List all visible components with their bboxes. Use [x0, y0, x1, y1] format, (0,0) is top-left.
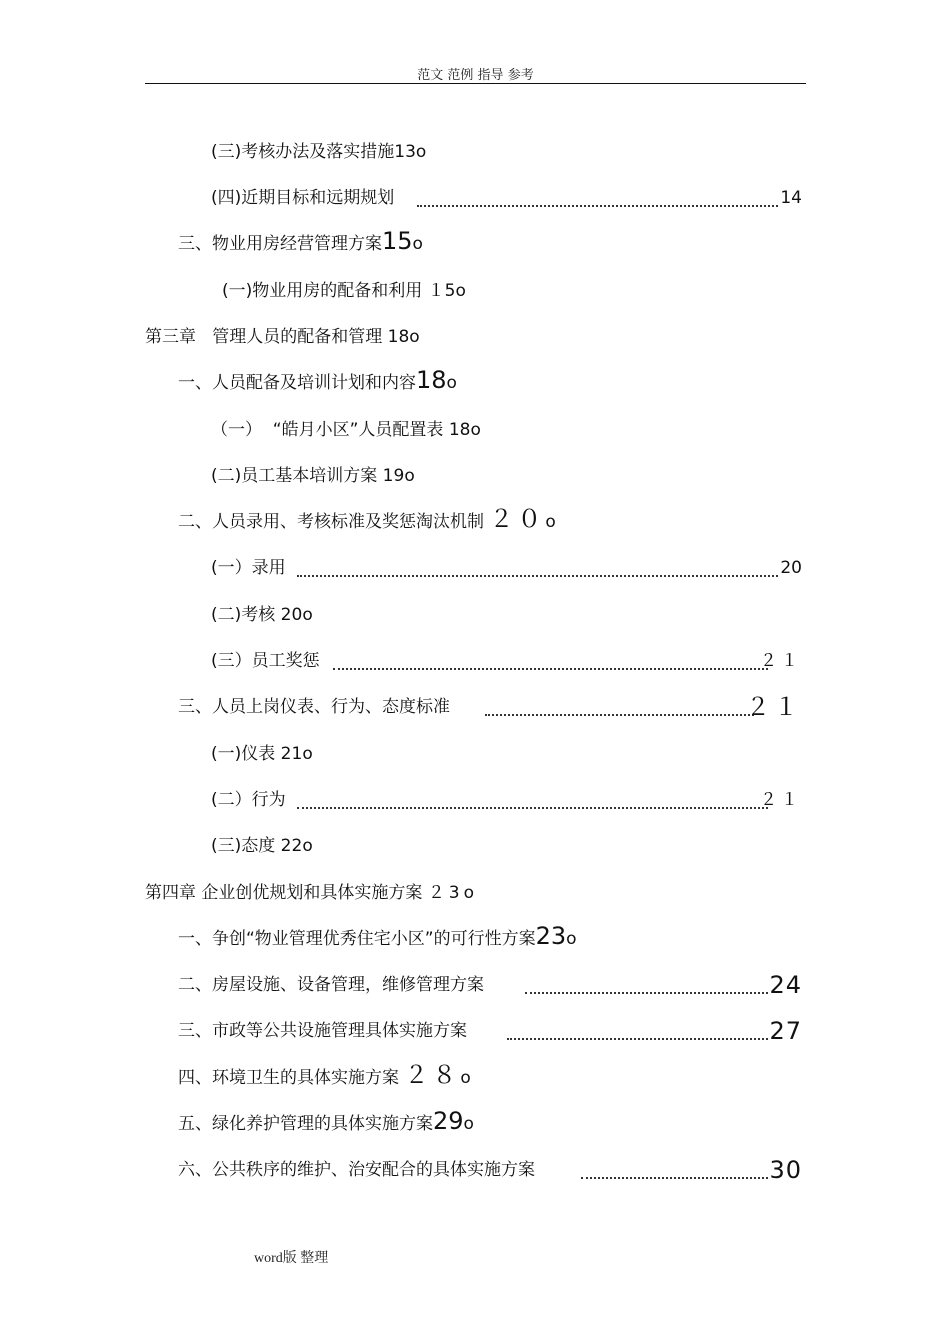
toc-entry[interactable] — [0, 463, 950, 493]
toc-entry[interactable] — [0, 185, 950, 215]
toc-entry-page: 19 — [382, 466, 405, 486]
toc-entry[interactable] — [0, 922, 950, 956]
toc-entry-title: (三)考核办法及落实措施13o — [211, 142, 427, 162]
toc-entry-title: (二）行为 — [211, 790, 286, 810]
toc-entry-title: 二、房屋设施、设备管理，维修管理方案 — [178, 975, 484, 995]
toc-entry-page: ２１ — [746, 693, 802, 721]
toc-entry-page: 29 — [433, 1107, 464, 1135]
header-rule — [145, 83, 806, 84]
toc-entry[interactable] — [0, 602, 950, 632]
dot-leader — [581, 1177, 768, 1179]
toc-entry[interactable] — [0, 1157, 950, 1187]
toc-entry-page: 13 — [394, 142, 416, 162]
toc-entry-page: 23 — [535, 922, 567, 950]
toc-entry-title: (一)物业用房的配备和利用 １5o — [222, 281, 466, 301]
toc-entry[interactable] — [0, 972, 950, 1002]
dot-leader — [297, 575, 778, 577]
toc-entry[interactable] — [0, 1107, 950, 1141]
toc-entry[interactable] — [0, 1061, 950, 1095]
toc-entry-title: 三、人员上岗仪表、行为、态度标准 — [178, 697, 450, 717]
toc-entry-page: ２０ — [489, 505, 546, 533]
toc-entry[interactable] — [0, 833, 950, 863]
toc-entry-title: (一）录用 — [211, 558, 286, 578]
toc-entry-title: (三)态度 22o — [211, 836, 313, 856]
toc-entry-title: （一） “皓月小区”人员配置表 18o — [211, 420, 481, 440]
toc-entry[interactable] — [0, 648, 950, 678]
toc-entry-title: (三）员工奖惩 — [211, 651, 320, 671]
toc-entry[interactable] — [0, 278, 950, 308]
toc-entry-title: 第四章 企业创优规划和具体实施方案 ２3o — [145, 883, 475, 903]
toc-entry-title: (二)考核 20o — [211, 605, 313, 625]
dot-leader — [507, 1038, 768, 1040]
toc-entry-title: (四)近期目标和远期规划 — [211, 188, 395, 208]
toc-entry-title: 三、物业用房经营管理方案15o — [178, 227, 423, 255]
toc-entry-title: 四、环境卫生的具体实施方案 ２８o — [178, 1061, 471, 1089]
toc-entry-page: 22 — [280, 836, 303, 856]
toc-entry-page: 18 — [387, 327, 410, 347]
toc-entry-page: ２3 — [427, 883, 464, 903]
page-header: 范文 范例 指导 参考 — [417, 68, 534, 83]
toc-entry-page: 24 — [769, 971, 802, 999]
page-footer: word版 整理 — [254, 1251, 329, 1266]
toc-entry-page: 20 — [280, 605, 303, 625]
toc-entry-title: 一、人员配备及培训计划和内容18o — [178, 366, 457, 394]
toc-entry-page: 21 — [280, 744, 303, 764]
dot-leader — [297, 807, 768, 809]
toc-entry-page: ２１ — [760, 651, 802, 671]
toc-entry[interactable] — [0, 366, 950, 400]
toc-entry-page: ２１ — [760, 790, 802, 810]
toc-entry-title: 六、公共秩序的维护、治安配合的具体实施方案 — [178, 1160, 535, 1180]
dot-leader — [333, 668, 768, 670]
dot-leader — [525, 992, 768, 994]
dot-leader — [485, 714, 754, 716]
toc-entry-page: ２８ — [404, 1061, 461, 1089]
toc-entry-page: 18 — [416, 366, 447, 394]
toc-entry-title: 二、人员录用、考核标准及奖惩淘汰机制 ２０o — [178, 505, 556, 533]
toc-entry[interactable] — [0, 880, 950, 910]
toc-entry[interactable] — [0, 787, 950, 817]
toc-entry[interactable] — [0, 505, 950, 539]
toc-entry-title: 第三章 管理人员的配备和管理 18o — [145, 327, 420, 347]
toc-entry[interactable] — [0, 1018, 950, 1048]
toc-entry-title: (二)员工基本培训方案 19o — [211, 466, 415, 486]
toc-entry-page: 18 — [448, 420, 471, 440]
toc-entry-title: 三、市政等公共设施管理具体实施方案 — [178, 1021, 467, 1041]
toc-entry-title: 五、绿化养护管理的具体实施方案29o — [178, 1107, 474, 1135]
toc-entry[interactable] — [0, 417, 950, 447]
toc-entry-page: １5 — [427, 281, 456, 301]
toc-entry[interactable] — [0, 139, 950, 169]
toc-entry[interactable] — [0, 741, 950, 771]
toc-entry[interactable] — [0, 555, 950, 585]
toc-entry-page: 15 — [382, 227, 413, 255]
toc-entry-title: 一、争创“物业管理优秀住宅小区”的可行性方案23o — [178, 922, 577, 950]
dot-leader — [417, 205, 778, 207]
toc-entry-page: 20 — [780, 558, 802, 578]
toc-entry-page: 27 — [769, 1017, 802, 1045]
toc-entry[interactable] — [0, 324, 950, 354]
toc-entry-page: 14 — [780, 188, 802, 208]
toc-entry[interactable] — [0, 694, 950, 724]
toc-entry-title: (一)仪表 21o — [211, 744, 313, 764]
toc-entry[interactable] — [0, 227, 950, 261]
toc-entry-page: 30 — [769, 1156, 802, 1184]
